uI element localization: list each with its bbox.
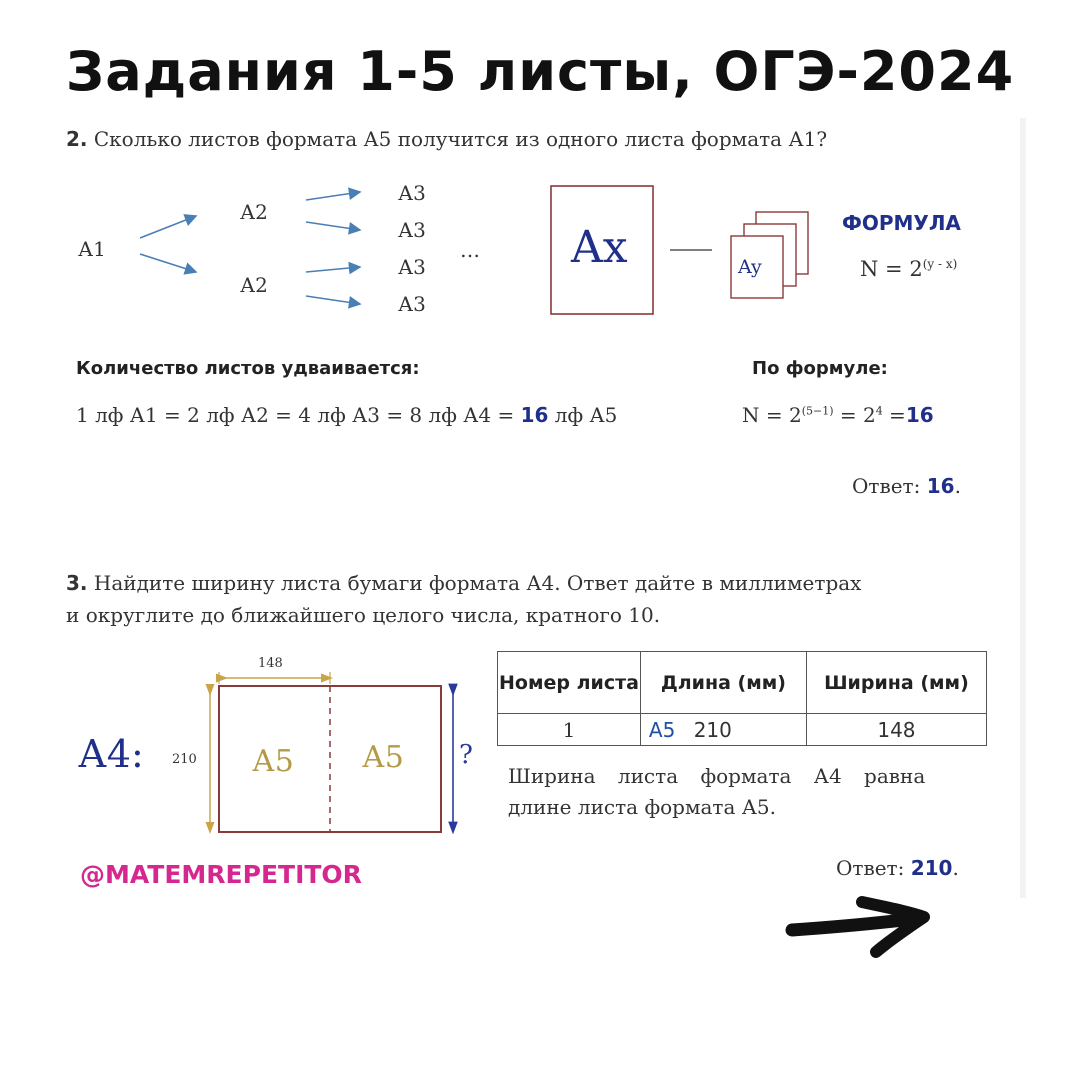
tree-ellipsis: … [460,238,480,262]
doubling-tail: лф А5 [548,403,618,427]
a4-label: А4: [78,732,144,776]
tree-a3-3: А3 [398,255,426,279]
explanation-line1: Ширина листа формата А4 равна [508,764,926,788]
col-header-number: Номер листа [498,652,641,714]
col-header-width: Ширина (мм) [806,652,986,714]
calc-n: N = 2 [742,403,802,427]
calc-mid: = 2 [833,403,876,427]
cell-number: 1 [498,714,641,746]
tree-a2-top: А2 [240,200,268,224]
table-row [498,714,987,746]
formula-title: ФОРМУЛА [842,211,961,235]
cell-length-value: 210 [693,717,732,742]
calc-exp1: (5−1) [801,404,834,418]
task2-answer-dot: . [954,474,961,498]
task2-answer-value: 16 [926,474,955,498]
unknown-width: ? [459,740,473,770]
task3-answer-value: 210 [910,856,953,880]
dim-left-label: 210 [172,752,197,767]
tree-a2-bottom: А2 [240,273,268,297]
ax-label: Ax [571,222,628,273]
explanation-line2: длине листа формата А5. [508,795,777,819]
col-header-length: Длина (мм) [640,652,806,714]
calc-eq: = [882,403,906,427]
task3-answer-label: Ответ: [836,856,911,880]
task3-number: 3. [66,571,88,595]
next-arrow-icon[interactable] [780,890,950,970]
formula-exponent: (y - x) [922,257,958,271]
cell-width: 148 [806,714,986,746]
author-handle: @MATEMREPETITOR [80,860,362,889]
doubling-result: 16 [520,403,549,427]
sheet-table [497,651,987,746]
a5-right-label: А5 [362,740,404,775]
task3-question-line2: и округлите до ближайшего целого числа, кратного 10. [66,603,661,627]
ay-label: Ay [738,256,762,278]
tree-a3-2: А3 [398,218,426,242]
cell-length-tag: А5 [648,717,676,742]
doubling-heading: Количество листов удваивается: [76,358,420,379]
task2-number: 2. [66,127,88,151]
task3-answer [836,856,959,880]
task2-answer-label: Ответ: [852,474,927,498]
formula-base: N = 2 [860,257,923,281]
task3-answer-dot: . [952,856,959,880]
by-formula-heading: По формуле: [752,358,888,379]
doubling-text: 1 лф А1 = 2 лф А2 = 4 лф А3 = 8 лф А4 = [76,403,521,427]
tree-a3-4: А3 [398,292,426,316]
task3-question-text1: Найдите ширину листа бумаги формата А4. Ответ дайте в миллиметрах [93,571,862,595]
cell-length [640,714,806,746]
dim-top-label: 148 [258,656,283,671]
a5-left-label: А5 [252,744,294,779]
tree-a3-1: А3 [398,181,426,205]
calc-exp2: 4 [875,404,883,418]
calc-result: 16 [905,403,934,427]
tree-root-a1: А1 [78,237,106,261]
task2-question-text: Сколько листов формата А5 получится из одного листа формата А1? [93,127,828,151]
page-title: Задания 1-5 листы, ОГЭ-2024 [65,40,1015,103]
